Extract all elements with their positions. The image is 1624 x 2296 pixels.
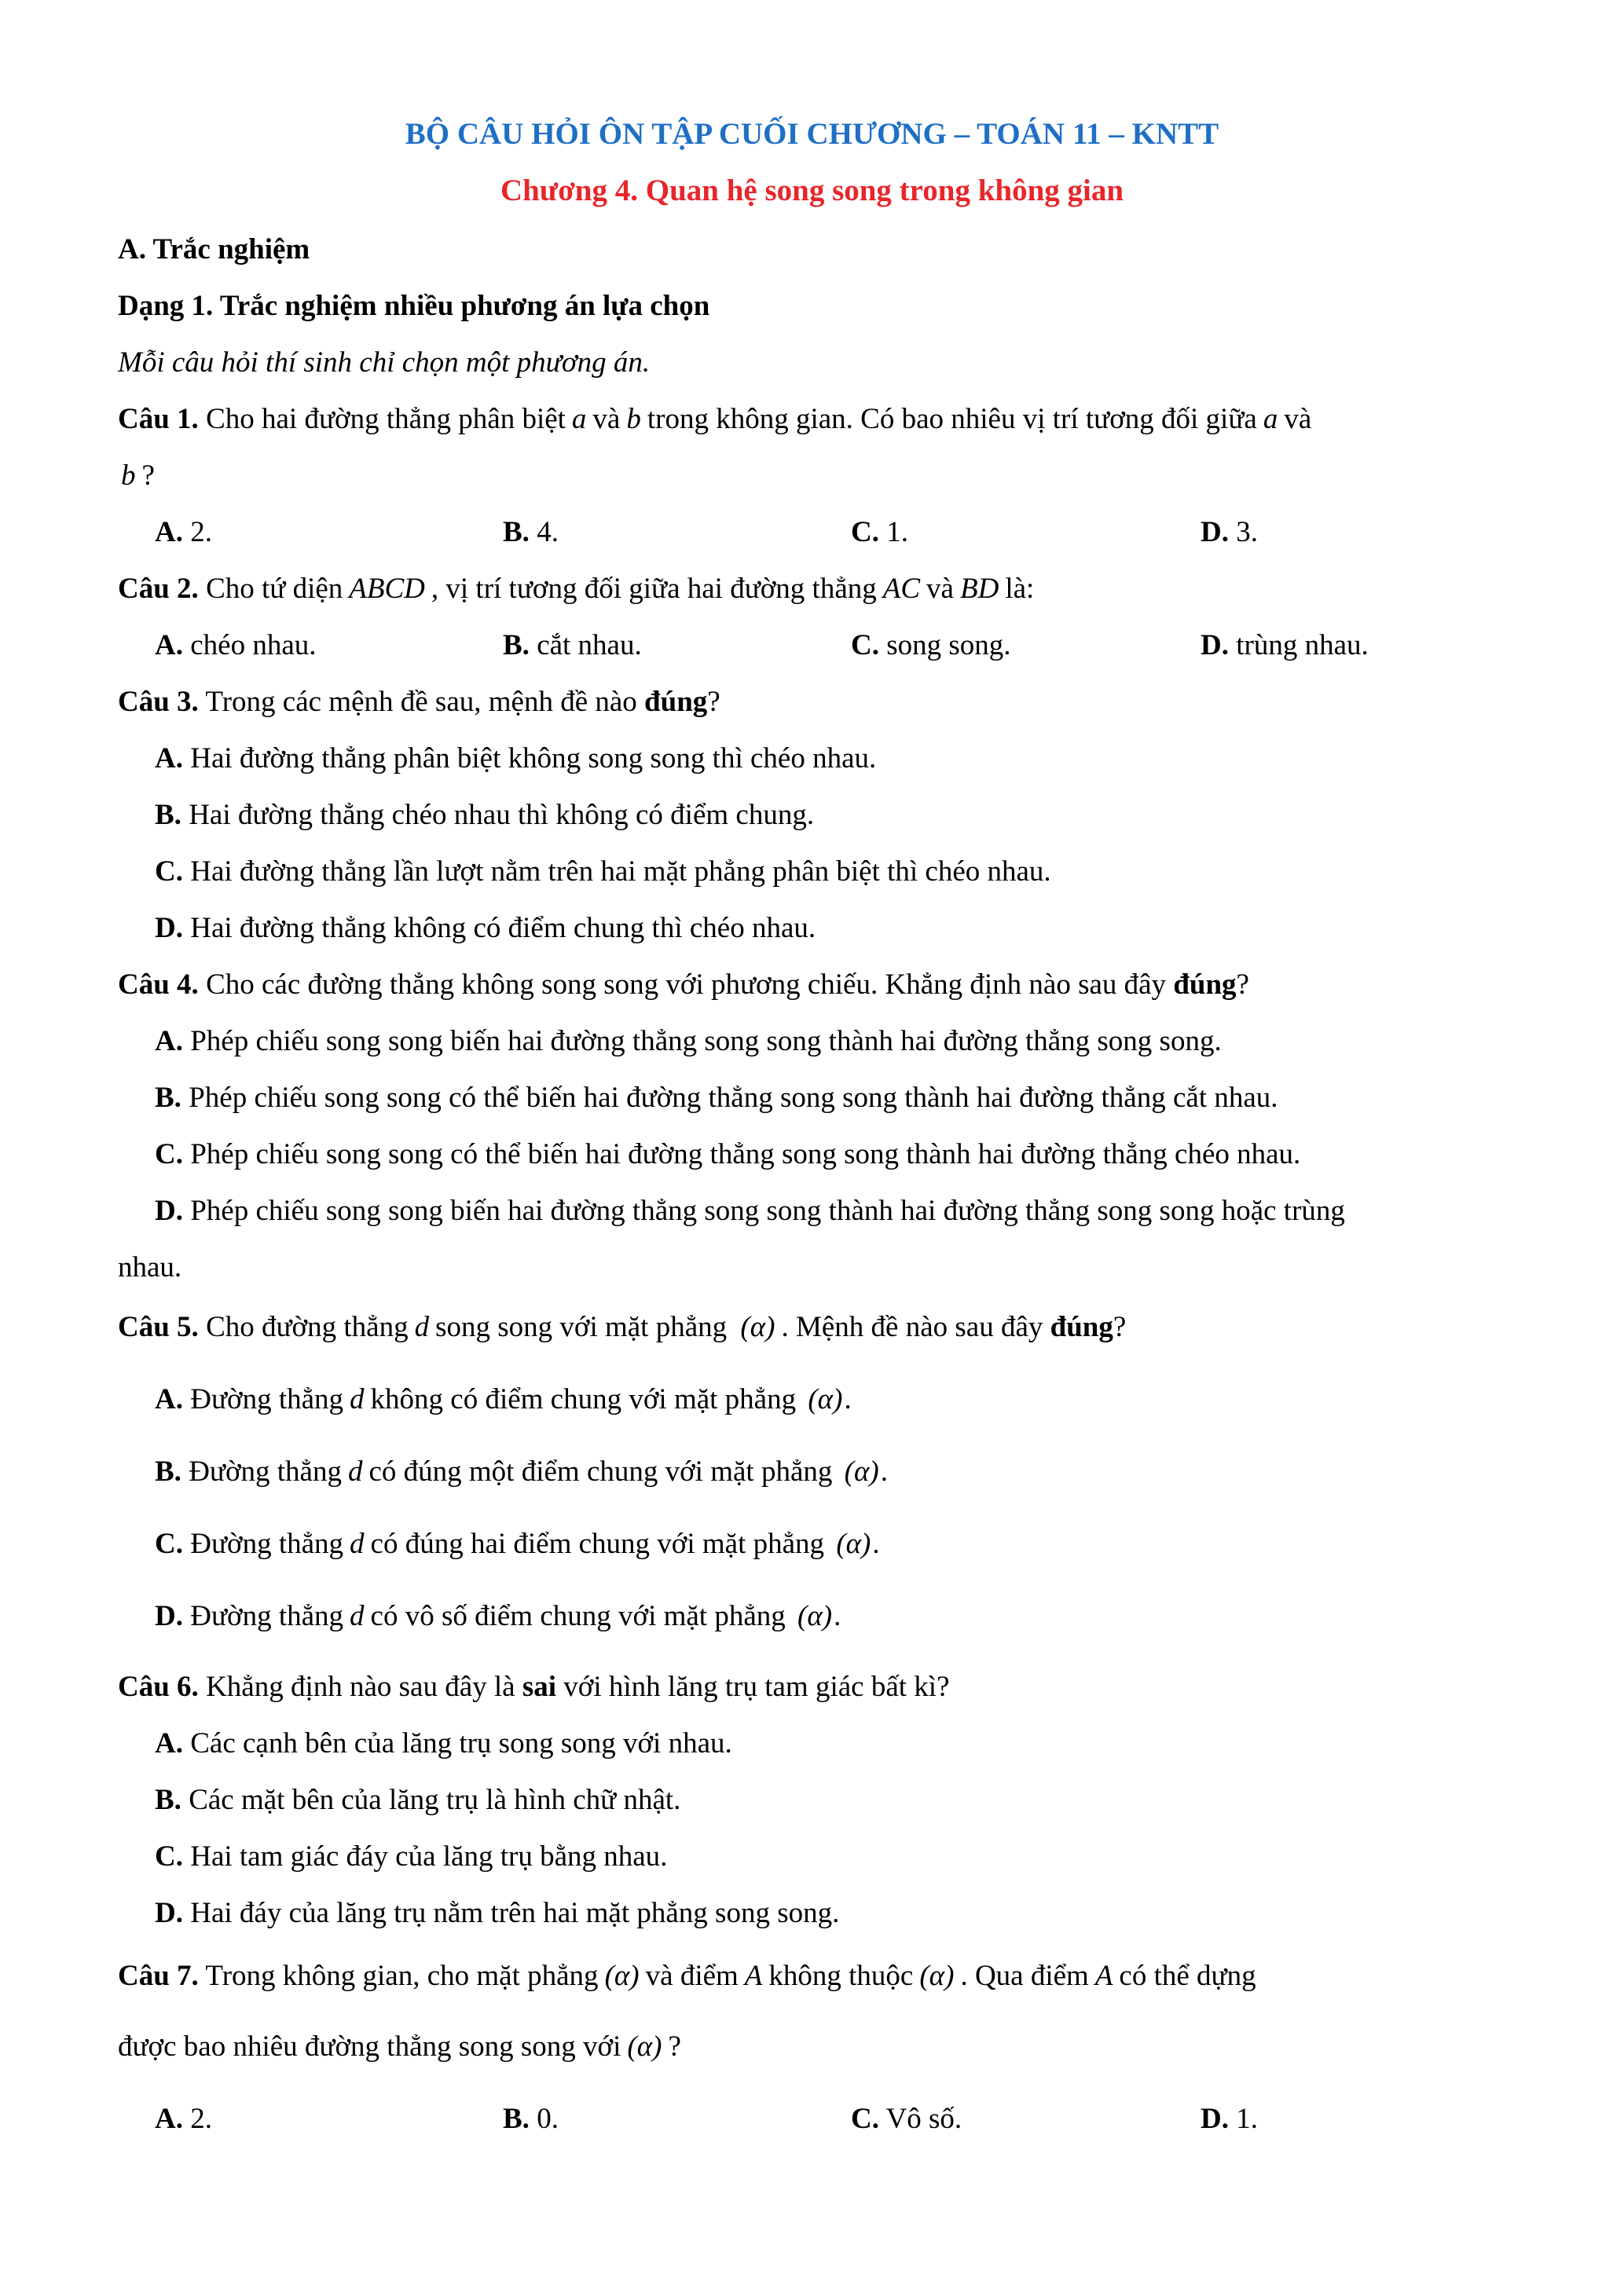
option-label: B. [503,2103,530,2135]
question-label: Câu 2. [118,573,199,605]
instruction-text: Mỗi câu hỏi thí sinh chỉ chọn một phương án. [118,346,651,379]
q2-option-b[interactable] [503,628,642,663]
option-label: A. [155,1727,183,1760]
option-label: B. [503,629,530,661]
emphasis: đúng [1050,1311,1113,1343]
q6-option-c[interactable] [155,1840,667,1874]
question-text: ? [668,2031,681,2063]
part-heading: Dạng 1. Trắc nghiệm nhiều phương án lựa chọn [118,290,710,322]
math-plane: (α) [919,1960,955,1992]
question-text: ? [1113,1311,1127,1343]
q5-option-a[interactable] [155,1382,852,1417]
option-text: Phép chiếu song song có thể biến hai đường thẳng song song thành hai đường thẳng chéo nhau. [182,1138,1301,1170]
option-text: trùng nhau. [1228,629,1369,661]
math-var: b [626,403,641,435]
option-text: có đúng hai điểm chung với mặt phẳng [370,1528,825,1560]
option-text: 4. [529,516,559,548]
q7-option-d[interactable] [1201,2102,1258,2137]
option-label: D. [155,1600,183,1632]
question-text: Trong các mệnh đề sau, mệnh đề nào [205,686,637,718]
math-var: d [414,1311,430,1343]
option-label: B. [155,1456,181,1488]
question-1 [118,402,1506,437]
question-text: và [592,403,621,435]
math-var: A [1094,1960,1113,1992]
option-text: Hai đáy của lăng trụ nằm trên hai mặt phẳng song song. [182,1897,840,1929]
question-label: Câu 4. [118,969,199,1001]
option-label: C. [155,1138,183,1170]
math-var: d [350,1528,365,1560]
option-text: 3. [1228,516,1258,548]
q6-option-d[interactable] [155,1896,839,1931]
chapter-subtitle: Chương 4. Quan hệ song song trong không gian [500,174,1124,207]
option-text: 2. [182,516,212,548]
math-var: ABCD [349,573,425,605]
option-label: A. [155,1025,183,1057]
q6-option-a[interactable] [155,1727,732,1761]
option-label: C. [155,1528,183,1560]
option-label: C. [155,855,183,888]
q1-option-a[interactable] [155,515,212,550]
option-text: Phép chiếu song song biến hai đường thẳng song song thành hai đường thẳng song song hoặc trùng [182,1195,1345,1227]
question-text: có thể dựng [1119,1960,1256,1992]
document-title: BỘ CÂU HỎI ÔN TẬP CUỐI CHƯƠNG – TOÁN 11 – KNTT [405,117,1219,151]
question-text: và điểm [645,1960,739,1992]
math-plane: (α) [808,1383,843,1415]
option-text: Hai tam giác đáy của lăng trụ bằng nhau. [182,1840,668,1873]
question-text: , vị trí tương đối giữa hai đường thẳng [431,573,877,605]
option-text: Đường thẳng [181,1456,342,1488]
option-text: có đúng một điểm chung với mặt phẳng [368,1456,833,1488]
q6-option-b[interactable] [155,1783,680,1818]
math-plane: (α) [740,1311,775,1343]
question-text: trong không gian. Có bao nhiêu vị trí tương đối giữa [647,403,1257,435]
q1-option-c[interactable] [851,515,908,550]
math-plane: (α) [627,2031,662,2063]
question-text: Cho đường thẳng [206,1311,409,1343]
option-label: D. [155,912,183,944]
option-text: . [844,1383,852,1415]
question-text: và [926,573,954,605]
q4-option-d-cont: nhau. [118,1251,182,1283]
question-text: . Qua điểm [960,1960,1089,1992]
option-label: A. [155,1383,183,1415]
option-text: . [880,1456,888,1488]
q1-option-b[interactable] [503,515,559,550]
option-label: D. [1201,2103,1229,2135]
emphasis: đúng [644,686,708,718]
option-label: C. [851,516,879,548]
q7-option-b[interactable] [503,2102,559,2137]
question-label: Câu 3. [118,686,199,718]
option-label: A. [155,742,183,774]
option-text: Đường thẳng [182,1528,344,1560]
math-plane: (α) [844,1456,879,1488]
q3-option-c[interactable] [155,855,1051,889]
question-6 [118,1670,1506,1705]
math-var: BD [959,573,999,605]
emphasis: sai [522,1671,557,1703]
option-text: Các mặt bên của lăng trụ là hình chữ nhật. [181,1784,681,1816]
question-text: ? [707,686,720,718]
option-label: D. [1201,516,1229,548]
question-text: được bao nhiêu đường thẳng song song với [118,2031,621,2063]
question-label: Câu 6. [118,1671,199,1703]
q2-option-d[interactable] [1201,628,1369,663]
question-text: song song với mặt phẳng [435,1311,728,1343]
option-text: Phép chiếu song song có thể biến hai đường thẳng song song thành hai đường thẳng cắt nhau. [181,1082,1278,1114]
option-text: 1. [878,516,908,548]
emphasis: đúng [1173,969,1237,1001]
question-text: Cho các đường thẳng không song song với phương chiếu. Khẳng định nào sau đây [206,969,1167,1001]
question-text: Khẳng định nào sau đây là [206,1671,515,1703]
option-text: Hai đường thẳng không có điểm chung thì chéo nhau. [182,912,816,944]
q3-option-a[interactable] [155,742,876,776]
question-text: Cho tứ diện [206,573,343,605]
question-text: . Mệnh đề nào sau đây [781,1311,1043,1343]
option-text: chéo nhau. [182,629,317,661]
question-text: với hình lăng trụ tam giác bất kì? [563,1671,950,1703]
question-label: Câu 1. [118,403,199,435]
option-label: B. [155,1082,181,1114]
question-text: không thuộc [768,1960,914,1992]
option-text: cắt nhau. [529,629,642,661]
q4-option-c[interactable] [155,1137,1300,1172]
question-2 [118,572,1506,606]
math-var: d [350,1383,365,1415]
option-label: D. [155,1195,183,1227]
option-label: C. [155,1840,183,1873]
option-label: A. [155,2103,183,2135]
q2-option-a[interactable] [155,628,317,663]
option-label: C. [851,629,879,661]
q7-option-a[interactable] [155,2102,212,2137]
q4-option-d[interactable] [155,1194,1345,1229]
math-var: d [347,1456,363,1488]
math-var: b [121,460,136,492]
math-var: a [571,403,587,435]
q5-option-c[interactable] [155,1527,880,1562]
q3-option-b[interactable] [155,798,814,833]
question-4 [118,968,1506,1002]
question-text: Trong không gian, cho mặt phẳng [205,1960,599,1992]
q4-option-b[interactable] [155,1081,1278,1115]
question-text: và [1284,403,1312,435]
option-text: 0. [529,2103,559,2135]
option-label: B. [155,799,181,831]
option-label: D. [1201,629,1229,661]
math-var: a [1263,403,1278,435]
option-label: B. [155,1784,181,1816]
math-var: AC [882,573,921,605]
option-label: B. [503,516,530,548]
math-var: d [350,1600,365,1632]
q4-option-a[interactable] [155,1024,1222,1059]
option-text: 2. [182,2103,212,2135]
math-var: A [744,1960,763,1992]
option-text: Hai đường thẳng phân biệt không song song thì chéo nhau. [182,742,877,774]
option-text: . [834,1600,841,1632]
option-text: Đường thẳng [182,1600,344,1632]
question-label: Câu 7. [118,1960,199,1992]
option-label: D. [155,1897,183,1929]
q3-option-d[interactable] [155,911,816,946]
question-text: Cho hai đường thẳng phân biệt [206,403,566,435]
option-text: . [872,1528,880,1560]
option-label: A. [155,516,183,548]
q1-option-d[interactable] [1201,515,1258,550]
math-plane: (α) [797,1600,833,1632]
math-plane: (α) [604,1960,640,1992]
question-7 [118,1959,1506,1994]
option-text: Hai đường thẳng chéo nhau thì không có điểm chung. [181,799,815,831]
option-text: không có điểm chung với mặt phẳng [370,1383,797,1415]
q5-option-d[interactable] [155,1599,841,1634]
question-text: là: [1005,573,1035,605]
q7-option-c[interactable] [851,2102,962,2137]
question-label: Câu 5. [118,1311,199,1343]
q2-option-c[interactable] [851,628,1011,663]
option-text: Vô số. [878,2103,962,2135]
question-text: ? [141,460,155,492]
option-text: Các cạnh bên của lăng trụ song song với nhau. [182,1727,732,1760]
option-text: Đường thẳng [182,1383,344,1415]
question-3 [118,685,1506,720]
math-plane: (α) [836,1528,871,1560]
question-text: ? [1236,969,1249,1001]
option-text: 1. [1228,2103,1258,2135]
question-5 [118,1310,1506,1345]
option-label: A. [155,629,183,661]
question-7-cont [118,2030,1506,2064]
question-1-cont [118,459,1506,493]
option-text: Hai đường thẳng lần lượt nằm trên hai mặt phẳng phân biệt thì chéo nhau. [182,855,1051,888]
option-text: có vô số điểm chung với mặt phẳng [370,1600,786,1632]
section-heading: A. Trắc nghiệm [118,233,310,265]
q5-option-b[interactable] [155,1455,888,1489]
option-text: song song. [878,629,1011,661]
option-text: Phép chiếu song song biến hai đường thẳng song song thành hai đường thẳng song song. [182,1025,1222,1057]
option-label: C. [851,2103,879,2135]
